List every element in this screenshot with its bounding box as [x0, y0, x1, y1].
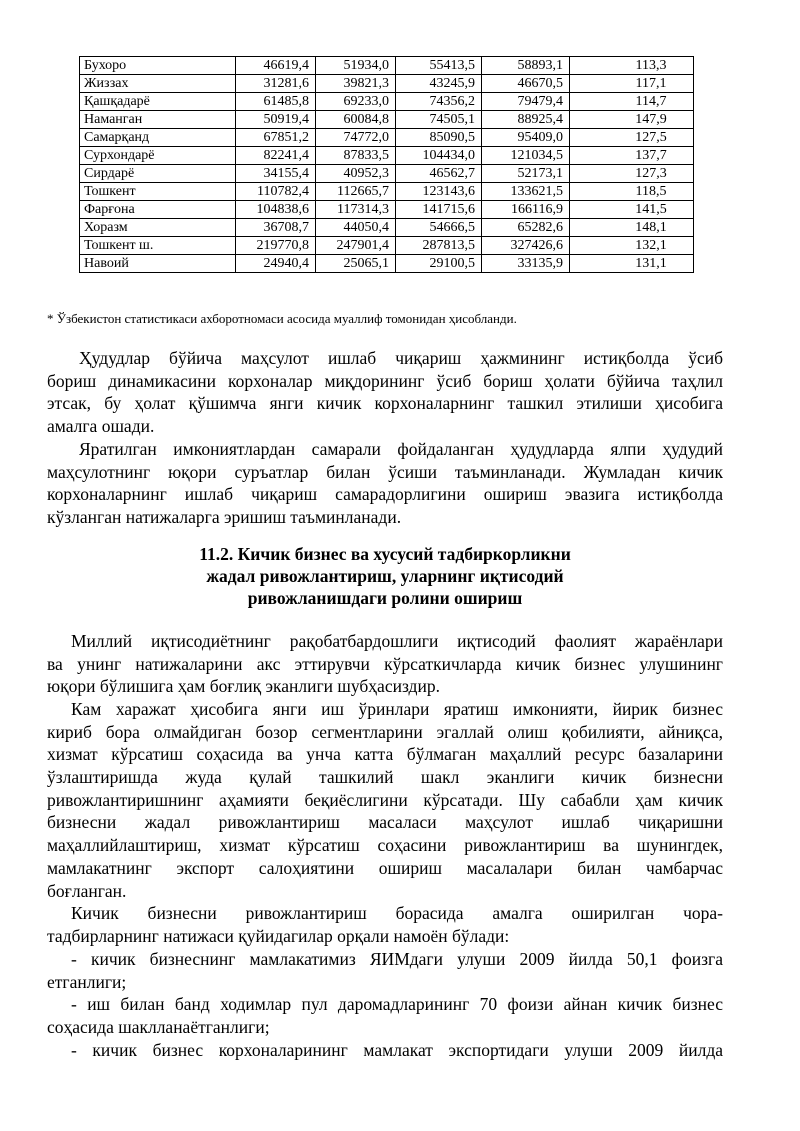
bullet-line: - кичик бизнес корхоналарининг мамлакат экспортидаги улуши 2009 йилда [71, 1039, 723, 1060]
region-cell: Самарқанд [80, 129, 236, 147]
value-cell: 104838,6 [236, 201, 316, 219]
text-line: ривожлантиришнинг аҳамияти беқиёслигини кўрсатади. Шу сабабли ҳам кичик [47, 789, 723, 810]
text-line: кўзланган натижаларга эришиш таъминланади. [47, 507, 402, 528]
text-line: ва унинг натижаларини акс эттирувчи кўрсаткичларда кичик бизнес улушининг [47, 653, 723, 674]
region-cell: Хоразм [80, 219, 236, 237]
text-line: Ҳудудлар бўйича маҳсулот ишлаб чиқариш ҳажмининг истиқболда ўсиб [79, 348, 723, 368]
table-row [80, 111, 694, 129]
text-line: маҳсулотнинг юқори суръатлар билан ўсиши таъминланади. Жумладан кичик [47, 461, 723, 482]
value-cell: 46670,5 [482, 75, 570, 93]
table-row [80, 57, 694, 75]
value-cell: 24940,4 [236, 255, 316, 273]
heading-line: жадал ривожлантириш, уларнинг иқтисодий [206, 566, 564, 586]
value-cell: 114,7 [570, 93, 694, 111]
table-row [80, 129, 694, 147]
value-cell: 34155,4 [236, 165, 316, 183]
value-cell: 43245,9 [396, 75, 482, 93]
value-cell: 141715,6 [396, 201, 482, 219]
table-row [80, 255, 694, 273]
region-cell: Сурхондарё [80, 147, 236, 165]
value-cell: 137,7 [570, 147, 694, 165]
value-cell: 247901,4 [316, 237, 396, 255]
value-cell: 127,3 [570, 165, 694, 183]
value-cell: 133621,5 [482, 183, 570, 201]
value-cell: 40952,3 [316, 165, 396, 183]
value-cell: 51934,0 [316, 57, 396, 75]
text-line: кириб бора олмайдиган бозор сегментларини эгаллай олиш қобилияти, айниқса, [47, 721, 723, 742]
value-cell: 123143,6 [396, 183, 482, 201]
value-cell: 87833,5 [316, 147, 396, 165]
region-cell: Қашқадарё [80, 93, 236, 111]
text-line: тадбирларнинг натижаси қуйидагилар орқали намоён бўлади: [47, 925, 510, 946]
region-cell: Тошкент [80, 183, 236, 201]
value-cell: 58893,1 [482, 57, 570, 75]
value-cell: 67851,2 [236, 129, 316, 147]
value-cell: 82241,4 [236, 147, 316, 165]
table-footnote: * Ўзбекистон статистикаси ахборотномаси асосида муаллиф томонидан ҳисобланди. [47, 311, 517, 326]
text-line: амалга ошади. [47, 416, 155, 437]
bullet-line: - кичик бизнеснинг мамлакатимиз ЯИМдаги улуши 2009 йилда 50,1 фоизга [71, 949, 723, 969]
value-cell: 219770,8 [236, 237, 316, 255]
value-cell: 118,5 [570, 183, 694, 201]
value-cell: 46562,7 [396, 165, 482, 183]
text-line: Яратилган имкониятлардан самарали фойдаланган ҳудудларда ялпи ҳудудий [79, 439, 723, 459]
value-cell: 60084,8 [316, 111, 396, 129]
value-cell: 104434,0 [396, 147, 482, 165]
value-cell: 74505,1 [396, 111, 482, 129]
section-heading [47, 543, 723, 609]
table-row [80, 219, 694, 237]
paragraph-5 [47, 902, 723, 947]
paragraph-3 [47, 630, 723, 698]
value-cell: 117314,3 [316, 201, 396, 219]
text-line: боғланган. [47, 880, 127, 901]
bullet-line: етганлиги; [47, 971, 127, 992]
value-cell: 148,1 [570, 219, 694, 237]
value-cell: 29100,5 [396, 255, 482, 273]
text-line: хизмат кўрсатиш соҳасида ва унча катта бўлмаган маҳаллий ресурс базаларини [47, 744, 723, 765]
heading-line: 11.2. Кичик бизнес ва хусусий тадбиркорликни [199, 544, 571, 564]
text-line: мамлакатнинг экспорт салоҳиятини ошириш масалалари билан чамбарчас [47, 857, 723, 878]
text-line: бизнесни жадал ривожлантириш масаласи маҳсулот ишлаб чиқаришни [47, 812, 723, 833]
value-cell: 36708,7 [236, 219, 316, 237]
text-line: ўзлаштиришда жуда қулай ташкилий шакл эканлиги кичик бизнесни [47, 767, 723, 788]
table-row [80, 201, 694, 219]
value-cell: 50919,4 [236, 111, 316, 129]
paragraph-1 [47, 347, 723, 438]
region-cell: Навоий [80, 255, 236, 273]
text-line: Кичик бизнесни ривожлантириш борасида амалга оширилган чора- [71, 903, 723, 923]
value-cell: 46619,4 [236, 57, 316, 75]
value-cell: 327426,6 [482, 237, 570, 255]
value-cell: 79479,4 [482, 93, 570, 111]
text-line: юқори бўлишига ҳам боғлиқ эканлиги шубҳасиздир. [47, 676, 440, 697]
value-cell: 44050,4 [316, 219, 396, 237]
value-cell: 141,5 [570, 201, 694, 219]
value-cell: 166116,9 [482, 201, 570, 219]
value-cell: 110782,4 [236, 183, 316, 201]
paragraph-2 [47, 438, 723, 529]
region-cell: Тошкент ш. [80, 237, 236, 255]
value-cell: 65282,6 [482, 219, 570, 237]
text-line: маҳаллийлаштириш, хизмат кўрсатиш соҳасини ривожлантириш ва шунингдек, [47, 835, 723, 856]
value-cell: 95409,0 [482, 129, 570, 147]
region-cell: Сирдарё [80, 165, 236, 183]
value-cell: 88925,4 [482, 111, 570, 129]
text-line: Миллий иқтисодиётнинг рақобатбардошлиги иқтисодий фаолият жараёнлари [71, 631, 723, 651]
region-cell: Наманган [80, 111, 236, 129]
text-line: этсак, бу ҳолат қўшимча янги кичик корхоналарнинг ташкил этилиши ҳисобига [47, 393, 723, 414]
table-row [80, 147, 694, 165]
table-row [80, 183, 694, 201]
bullet-line: - иш билан банд ходимлар пул даромадларининг 70 фоизи айнан кичик бизнес [71, 994, 723, 1015]
value-cell: 121034,5 [482, 147, 570, 165]
value-cell: 147,9 [570, 111, 694, 129]
text-line: бориш динамикасини корхоналар миқдорининг ўсиб бориш ҳолати бўйича таҳлил [47, 370, 723, 391]
table-row [80, 75, 694, 93]
value-cell: 127,5 [570, 129, 694, 147]
value-cell: 112665,7 [316, 183, 396, 201]
value-cell: 117,1 [570, 75, 694, 93]
heading-line: ривожланишдаги ролини ошириш [247, 588, 523, 608]
value-cell: 25065,1 [316, 255, 396, 273]
value-cell: 131,1 [570, 255, 694, 273]
value-cell: 33135,9 [482, 255, 570, 273]
bullet-list [47, 948, 723, 1061]
region-cell: Бухоро [80, 57, 236, 75]
text-line: корхоналарнинг ишлаб чиқариш самарадорлигини ошириш эвазига истиқболда [47, 484, 723, 505]
value-cell: 85090,5 [396, 129, 482, 147]
value-cell: 55413,5 [396, 57, 482, 75]
value-cell: 74356,2 [396, 93, 482, 111]
text-line: Кам харажат ҳисобига янги иш ўринлари яратиш имконияти, йирик бизнес [71, 699, 723, 719]
bullet-line: соҳасида шаклланаётганлиги; [47, 1017, 270, 1038]
regional-output-table [79, 56, 694, 273]
table-row [80, 93, 694, 111]
table-row [80, 165, 694, 183]
region-cell: Фарғона [80, 201, 236, 219]
paragraph-4 [47, 698, 723, 902]
value-cell: 113,3 [570, 57, 694, 75]
table-row [80, 237, 694, 255]
value-cell: 54666,5 [396, 219, 482, 237]
value-cell: 74772,0 [316, 129, 396, 147]
value-cell: 39821,3 [316, 75, 396, 93]
value-cell: 61485,8 [236, 93, 316, 111]
value-cell: 69233,0 [316, 93, 396, 111]
value-cell: 52173,1 [482, 165, 570, 183]
value-cell: 287813,5 [396, 237, 482, 255]
region-cell: Жиззах [80, 75, 236, 93]
value-cell: 132,1 [570, 237, 694, 255]
value-cell: 31281,6 [236, 75, 316, 93]
